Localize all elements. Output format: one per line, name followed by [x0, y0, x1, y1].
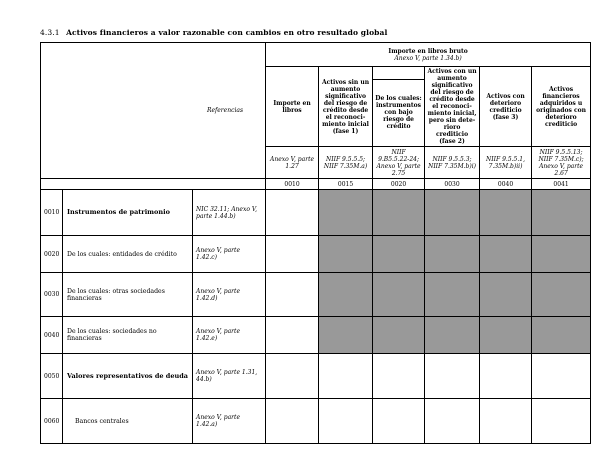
ref-importe: Anexo V, parte 1.27	[266, 147, 319, 179]
disabled-cell	[480, 236, 532, 273]
row-reference: Anexo V, parte 1.42.d)	[193, 273, 266, 317]
disabled-cell	[319, 317, 373, 354]
table-row	[41, 354, 591, 399]
disabled-cell	[373, 190, 425, 236]
disabled-cell	[425, 190, 480, 236]
top-group-ref: Anexo V, parte 1.34.b)	[394, 54, 462, 62]
row-code: 0020	[41, 236, 63, 273]
input-cell[interactable]	[425, 399, 480, 444]
row-reference: NIC 32.11; Anexo V, parte 1.44.b)	[193, 190, 266, 236]
row-label: Valores representativos de deuda	[63, 354, 193, 399]
top-group-header	[266, 43, 591, 67]
code-row-blank	[41, 179, 266, 190]
row-label: Bancos centrales	[63, 399, 193, 444]
row-code: 0060	[41, 399, 63, 444]
table-row	[41, 236, 591, 273]
table-row	[41, 273, 591, 317]
row-code: 0040	[41, 317, 63, 354]
row-label: De los cuales: sociedades no financieras	[63, 317, 193, 354]
input-cell[interactable]	[480, 354, 532, 399]
disabled-cell	[319, 190, 373, 236]
table-title	[40, 28, 387, 37]
input-cell[interactable]	[480, 399, 532, 444]
disabled-cell	[373, 273, 425, 317]
column-code: 0020	[373, 179, 425, 190]
input-cell[interactable]	[373, 399, 425, 444]
ref-stage3: NIIF 9.5.5.1, 7.35M.b)ii)	[480, 147, 532, 179]
col-header-importe: Importe en libros	[266, 67, 319, 147]
column-code: 0010	[266, 179, 319, 190]
table-row	[41, 317, 591, 354]
input-cell[interactable]	[266, 236, 319, 273]
input-cell[interactable]	[266, 399, 319, 444]
blank-header-cell	[41, 43, 266, 179]
row-reference: Anexo V, parte 1.42.a)	[193, 399, 266, 444]
disabled-cell	[319, 273, 373, 317]
col-header-stage3: Activos con deterioro crediticio (fase 3)	[480, 67, 532, 147]
row-code: 0010	[41, 190, 63, 236]
col-header-low-risk: De los cuales: instrumentos con bajo riesgo de crédito	[373, 79, 425, 146]
input-cell[interactable]	[532, 354, 591, 399]
disabled-cell	[532, 317, 591, 354]
column-code: 0015	[319, 179, 373, 190]
column-code: 0030	[425, 179, 480, 190]
column-code: 0040	[480, 179, 532, 190]
row-code: 0050	[41, 354, 63, 399]
input-cell[interactable]	[532, 399, 591, 444]
input-cell[interactable]	[425, 354, 480, 399]
ref-low-risk: NIIF 9.B5.5.22-24; Anexo V, parte 2.75	[373, 147, 425, 179]
col-header-low-risk-spacer	[373, 67, 425, 80]
col-header-poci: Activos financieros adquiridos u originados con deterioro crediticio	[532, 67, 591, 147]
title-text: Activos financieros a valor razonable con cambios en otro resultado global	[66, 28, 388, 37]
input-cell[interactable]	[319, 354, 373, 399]
column-code: 0041	[532, 179, 591, 190]
disabled-cell	[532, 236, 591, 273]
input-cell[interactable]	[266, 317, 319, 354]
row-label: Instrumentos de patrimonio	[63, 190, 193, 236]
input-cell[interactable]	[319, 399, 373, 444]
table-row	[41, 190, 591, 236]
col-header-stage2: Activos con un aumento significativo del riesgo de crédito desde el reconocimiento inicial, pero sin deterioro crediticio (fase 2)	[425, 67, 480, 147]
table-row	[41, 399, 591, 444]
row-reference: Anexo V, parte 1.42.e)	[193, 317, 266, 354]
row-reference: Anexo V, parte 1.42.c)	[193, 236, 266, 273]
disabled-cell	[373, 236, 425, 273]
disabled-cell	[480, 317, 532, 354]
top-group-title: Importe en libros bruto	[388, 47, 468, 55]
disabled-cell	[425, 273, 480, 317]
ref-stage2: NIIF 9.5.5.3; NIIF 7.35M.b)i)	[425, 147, 480, 179]
ref-stage1: NIIF 9.5.5.5; NIIF 7.35M.a)	[319, 147, 373, 179]
input-cell[interactable]	[266, 190, 319, 236]
disabled-cell	[319, 236, 373, 273]
input-cell[interactable]	[266, 354, 319, 399]
disabled-cell	[532, 190, 591, 236]
financial-assets-table	[40, 42, 591, 444]
ref-poci: NIIF 9.5.5.13; NIIF 7.35M.c); Anexo V, parte 2.67	[532, 147, 591, 179]
row-label: De los cuales: otras sociedades financieras	[63, 273, 193, 317]
disabled-cell	[373, 317, 425, 354]
references-label: Referencias	[206, 107, 244, 114]
disabled-cell	[425, 317, 480, 354]
row-code: 0030	[41, 273, 63, 317]
row-reference: Anexo V, parte 1.31, 44.b)	[193, 354, 266, 399]
row-label: De los cuales: entidades de crédito	[63, 236, 193, 273]
disabled-cell	[480, 273, 532, 317]
input-cell[interactable]	[373, 354, 425, 399]
input-cell[interactable]	[266, 273, 319, 317]
col-header-stage1: Activos sin un aumento significativo del riesgo de crédito desde el reconocimiento inicial (fase 1)	[319, 67, 373, 147]
disabled-cell	[480, 190, 532, 236]
disabled-cell	[532, 273, 591, 317]
disabled-cell	[425, 236, 480, 273]
title-number: 4.3.1	[40, 28, 60, 37]
